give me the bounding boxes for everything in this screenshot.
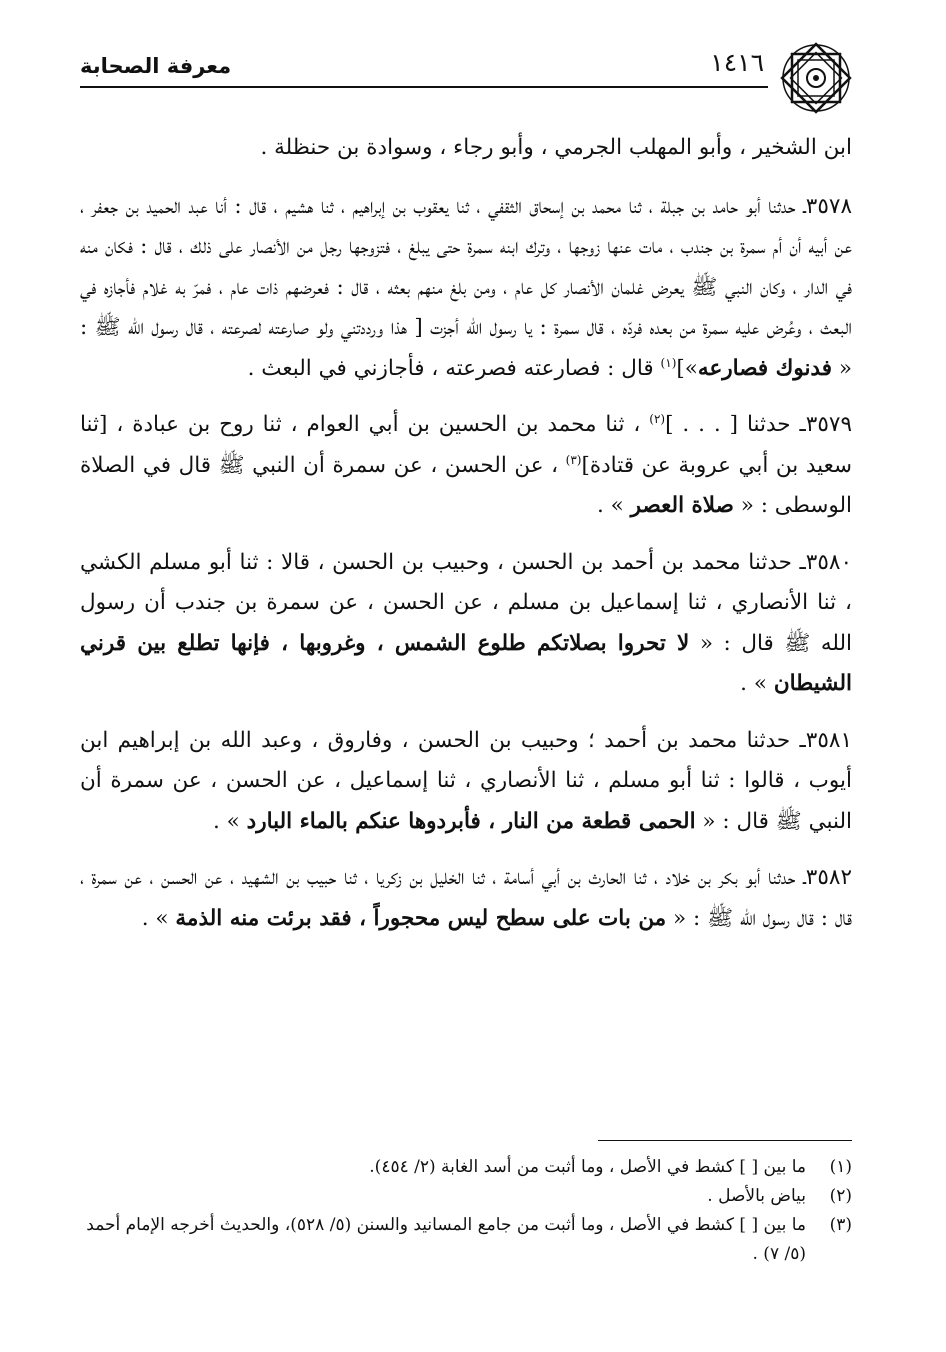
hadith-3578	[80, 187, 852, 390]
hadith-text: ـ حدثنا أبو بكر بن خلاد ، ثنا الحارث بن أبي أسامة ، ثنا الخليل بن زكريا ، ثنا حبيب بن الشهيد ، عن الحسن ، عن سمرة ، قال : قال رسول الله ﷺ : «	[80, 865, 852, 931]
page-header	[80, 42, 852, 102]
hadith-text: ـ حدثنا أبو حامد بن جبلة ، ثنا محمد بن إسحاق الثقفي ، ثنا يعقوب بن إبراهيم ، ثنا هشيم ، قال : أنا عبد الحميد بن جعفر ، عن أبيه أن أم سمرة بن جندب ، مات عنها زوجها ، وترك ابنه سمرة حتى يبلغ ، فتزوجها رجل من الأنصار على ذلك ، قال : فكان منه في الدار ، وكان النبي ﷺ يعرض غلمان الأنصار كل عام ، ومن بلغ منهم بعثه ، قال : فعرضهم ذات عام ، فمرّ به غلام فأجازه في البعث ، وعُرض عليه سمرة من بعده فردّه ، قال سمرة : يا رسول الله أجزت [ هذا ورددتني ولو صارعته لصرعته ، قال رسول الله ﷺ : «	[80, 193, 852, 381]
hadith-text: ـ حدثنا محمد بن أحمد ؛ وحبيب بن الحسن ، وفاروق ، وعبد الله بن إبراهيم ابن أيوب ، قالوا : ثنا أبو مسلم ، ثنا الأنصاري ، ثنا إسماعيل ، عن الحسن ، عن سمرة أن النبي ﷺ قال : «	[80, 727, 852, 834]
hadith-number: ٣٥٨٢	[805, 865, 852, 890]
intro-paragraph: ابن الشخير ، وأبو المهلب الجرمي ، وأبو رجاء ، وسوادة بن حنظلة .	[260, 135, 852, 160]
footnotes	[80, 1153, 852, 1269]
footnote-number: (٢)	[829, 1186, 852, 1206]
footnote-ref: (٢)	[649, 411, 666, 426]
hadith-text: » .	[212, 808, 247, 834]
prophetic-quote: صلاة العصر	[630, 493, 734, 518]
prophetic-quote: فدنوك فصارعه	[697, 355, 832, 381]
footnote-item	[80, 1182, 852, 1211]
hadith-text: » .	[596, 493, 631, 518]
hadith-text: » .	[141, 905, 176, 931]
footnote-divider	[598, 1140, 852, 1141]
footnote-ref: (٣)	[565, 452, 582, 467]
footnote-number: (٣)	[829, 1215, 852, 1235]
running-title: معرفة الصحابة	[80, 54, 232, 78]
hadith-3582	[80, 858, 852, 939]
hadith-text: ، ثنا محمد بن الحسين بن أبي العوام ، ثنا روح بن عبادة ، [ثنا سعيد بن أبي عروبة عن قتادة]	[80, 412, 852, 478]
hadith-3579	[80, 405, 852, 527]
hadith-text: ـ حدثنا [ . . . ]	[665, 412, 806, 437]
hadith-text: »]	[676, 355, 698, 381]
hadith-number: ٣٥٧٨	[805, 193, 852, 219]
hadith-number: ٣٥٨١	[805, 727, 852, 753]
hadith-number: ٣٥٨٠	[805, 549, 852, 575]
hadith-3581	[80, 721, 852, 843]
document-body	[80, 128, 852, 955]
page-number: ١٤١٦	[710, 48, 764, 77]
footnote-number: (١)	[829, 1157, 852, 1177]
footnote-text: ما بين [ ] كشط في الأصل ، وما أثبت من أسد الغابة (٢/ ٤٥٤).	[369, 1157, 806, 1177]
prophetic-quote: لا تحروا بصلاتكم طلوع الشمس ، وغروبها ، فإنها تطلع بين قرني الشيطان	[80, 630, 852, 696]
prophetic-quote: الحمى قطعة من النار ، فأبردوها عنكم بالماء البارد	[246, 808, 696, 834]
hadith-text: ـ حدثنا محمد بن أحمد بن الحسن ، وحبيب بن الحسن ، قالا : ثنا أبو مسلم الكشي ، ثنا الأنصاري ، ثنا إسماعيل بن مسلم ، عن الحسن ، عن سمرة بن جندب أن رسول الله ﷺ قال : «	[80, 549, 852, 656]
footnote-item	[80, 1153, 852, 1182]
hadith-text: قال : فصارعته فصرعته ، فأجازني في البعث .	[247, 355, 661, 381]
header-rule	[80, 86, 768, 88]
hadith-3580	[80, 543, 852, 705]
prophetic-quote: من بات على سطح ليس محجوراً ، فقد برئت منه الذمة	[175, 905, 667, 931]
footnote-ref: (١)	[660, 355, 677, 370]
hadith-text: ، عن الحسن ، عن سمرة أن النبي ﷺ قال في الصلاة الوسطى : «	[80, 452, 852, 518]
hadith-text: » .	[740, 671, 774, 696]
footnote-text: ما بين [ ] كشط في الأصل ، وما أثبت من جامع المسانيد والسنن (٥/ ٥٢٨)، والحديث أخرجه الإمام أحمد (٥/ ٧) .	[86, 1215, 806, 1264]
footnote-text: بياض بالأصل .	[707, 1186, 806, 1206]
hadith-number: ٣٥٧٩	[805, 412, 852, 437]
footnote-item	[80, 1211, 852, 1269]
octagram-ornament-icon	[780, 42, 852, 114]
